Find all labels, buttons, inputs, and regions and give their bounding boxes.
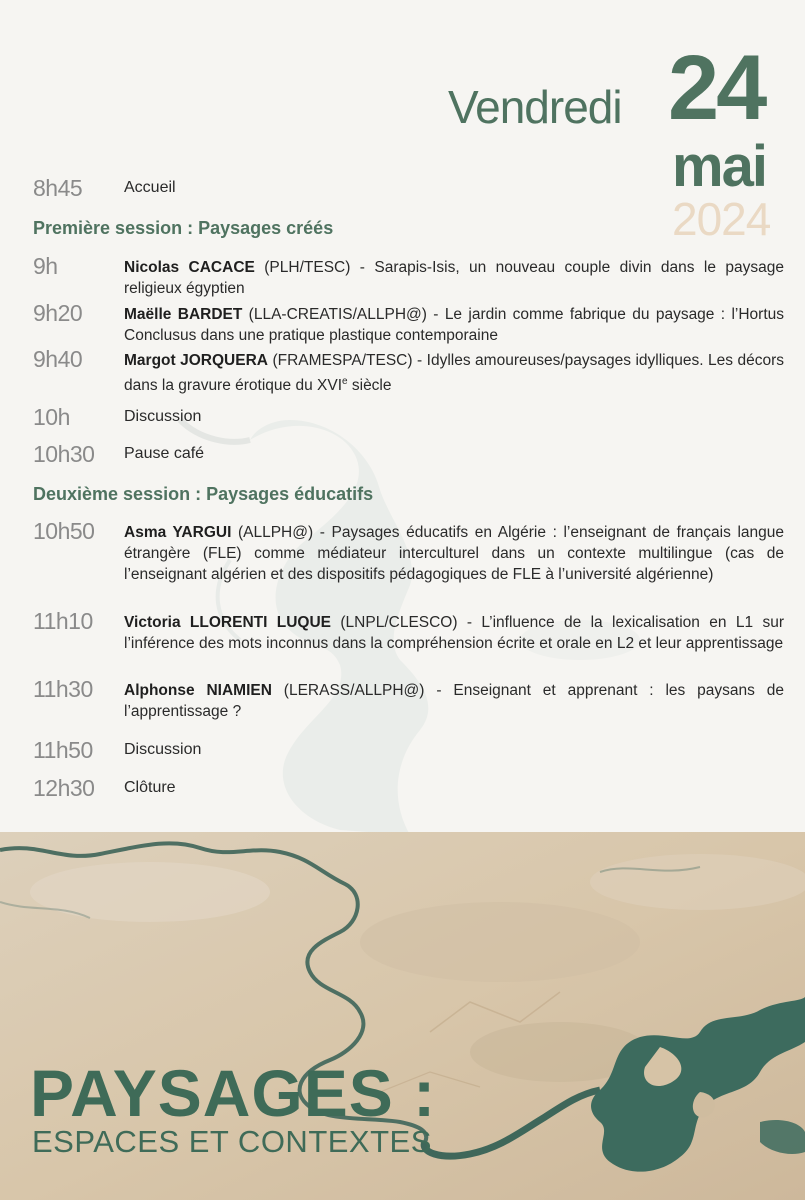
talk-title: L’influence de la lexicalisation en L1 sur l’inférence des mots inconnus dans la compréhension écrite et orale en L2 et leur apprentissage [124,614,784,652]
talk-title-superscript: e [342,376,348,387]
date-year: 2024 [672,193,771,245]
speaker-affiliation: (FRAMESPA/TESC) - [267,352,427,369]
time-label: 8h45 [33,175,83,201]
talk-description [124,257,784,299]
talk-description [124,680,784,722]
time-label: 11h30 [33,676,93,702]
poster-subtitle: ESPACES ET CONTEXTES [32,1124,432,1159]
speaker-name: Maëlle BARDET [124,306,243,323]
activity-label: Pause café [124,445,205,462]
speaker-name: Margot JORQUERA [124,352,268,369]
talk-description [124,522,784,585]
speaker-affiliation: (LNPL/CLESCO) - [331,614,482,631]
session-title-1: Première session : Paysages créés [33,218,334,238]
session-title-2: Deuxième session : Paysages éducatifs [33,484,374,504]
speaker-affiliation: (LLA-CREATIS/ALLPH@) - [242,306,445,323]
talk-title: Enseignant et apprenant : les paysans de l’apprentissage ? [124,682,784,720]
talk-title: Paysages éducatifs en Algérie : l’enseignant de français langue étrangère (FLE) comme médiateur interculturel dans un contexte multilingue (cas de l’enseignant algérien et des dispositifs pédagogiques de FLE à l’université algérienne) [124,524,785,583]
speaker-name: Victoria LLORENTI LUQUE [124,614,332,631]
date-weekday: Vendredi [448,81,622,133]
time-label: 11h10 [33,608,93,634]
speaker-affiliation: (ALLPH@) - [231,524,332,541]
talk-title-end: siècle [347,377,392,395]
activity-label: Discussion [124,408,202,425]
time-label: 11h50 [33,737,93,763]
time-label: 10h50 [33,518,95,544]
activity-label: Clôture [124,779,176,796]
talk-title: Sarapis-Isis, un nouveau couple divin dans le paysage religieux égyptien [124,259,785,297]
speaker-name: Alphonse NIAMIEN [124,682,272,699]
talk-description [124,612,784,654]
speaker-affiliation: (LERASS/ALLPH@) - [271,682,454,699]
poster-title: PAYSAGES : [30,1056,437,1130]
date-day: 24 [668,37,765,139]
date-month: mai [672,134,766,199]
talk-description [124,350,784,396]
time-label: 9h20 [33,300,83,326]
activity-label: Accueil [124,179,176,196]
talk-description [124,304,784,346]
speaker-affiliation: (PLH/TESC) - [254,259,375,276]
talk-title: Idylles amoureuses/paysages idylliques. Les décors dans la gravure érotique du XVI [124,352,784,395]
time-label: 10h [33,404,70,430]
talk-title: Le jardin comme fabrique du paysage : l’Hortus Conclusus dans une pratique plastique contemporaine [124,306,784,344]
speaker-name: Nicolas CACACE [124,259,255,276]
activity-label: Discussion [124,741,202,758]
time-label: 12h30 [33,775,95,801]
time-label: 10h30 [33,441,95,467]
speaker-name: Asma YARGUI [124,524,232,541]
time-label: 9h40 [33,346,83,372]
time-label: 9h [33,253,58,279]
